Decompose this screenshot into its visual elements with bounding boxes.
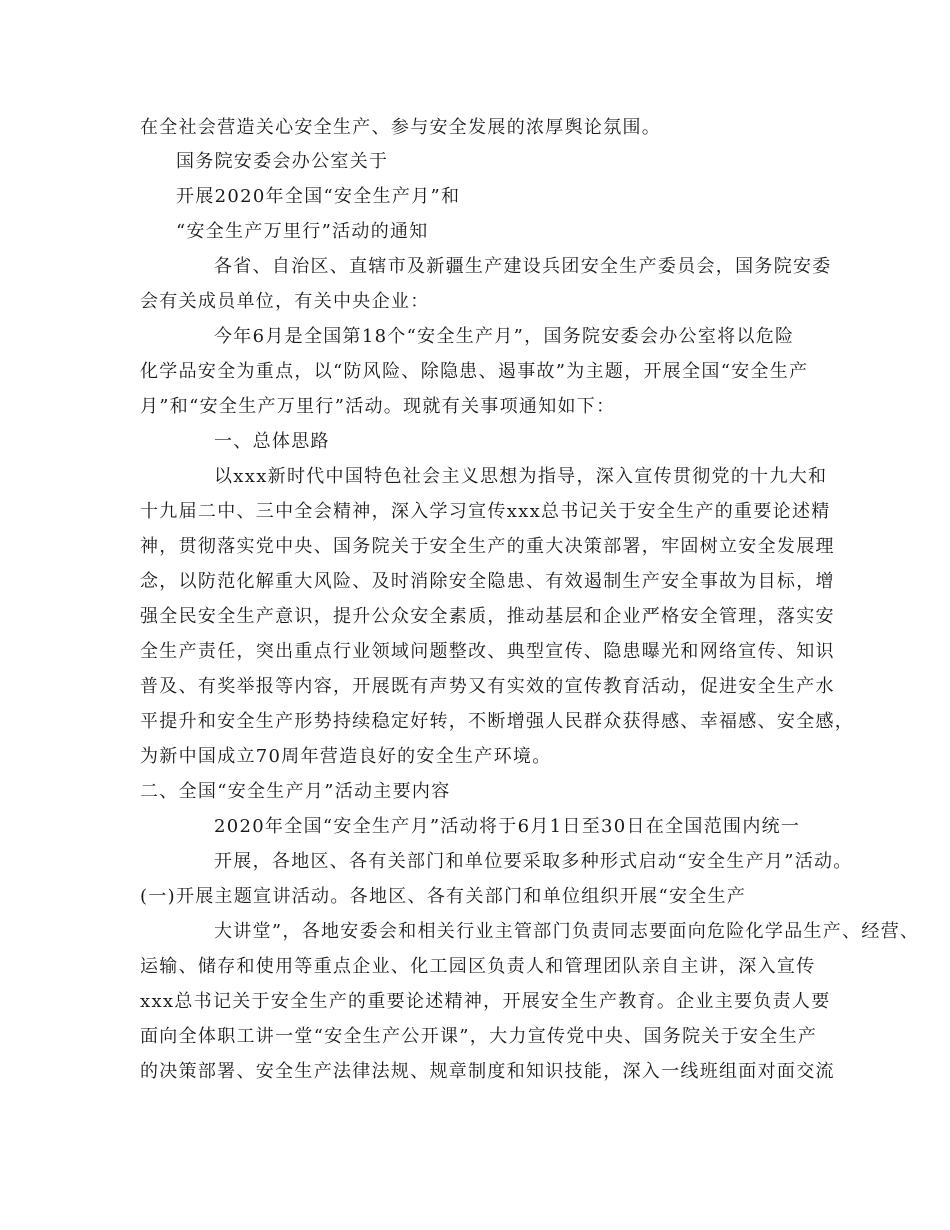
text-line: (一)开展主题宣讲活动。各地区、各有关部门和单位组织开展“安全生产 [140,886,747,907]
text-line: 运输、储存和使用等重点企业、化工园区负责人和管理团队亲自主讲，深入宣传 [140,956,816,977]
text-line: 为新中国成立70周年营造良好的安全生产环境。 [140,746,552,767]
text-line: 十九届二中、三中全会精神，深入学习宣传xxx总书记关于安全生产的重要论述精 [140,501,831,522]
text-line: xxx总书记关于安全生产的重要论述精神，开展安全生产教育。企业主要负责人要 [140,991,831,1012]
text-line: 今年6月是全国第18个“安全生产月”，国务院安委会办公室将以危险 [214,326,795,347]
notice-title-line-2: 开展2020年全国“安全生产月”和 [176,186,461,207]
text-line: 2020年全国“安全生产月”活动将于6月1日至30日在全国范围内统一 [214,816,801,837]
text-line: 大讲堂”，各地安委会和相关行业主管部门负责同志要面向危险化学品生产、经营、 [214,921,920,942]
text-line: 开展，各地区、各有关部门和单位要采取多种形式启动“安全生产月”活动。 [214,851,853,872]
text-line: 在全社会营造关心安全生产、参与安全发展的浓厚舆论氛围。 [140,117,662,138]
section-heading-1: 一、总体思路 [214,431,330,452]
text-line: 强全民安全生产意识，提升公众安全素质，推动基层和企业严格安全管理，落实安 [140,606,835,627]
text-line: 神，贯彻落实党中央、国务院关于安全生产的重大决策部署，牢固树立安全发展理 [140,536,835,557]
text-line: 的决策部署、安全生产法律法规、规章制度和知识技能，深入一线班组面对面交流 [140,1061,835,1082]
notice-title-line-3: “安全生产万里行”活动的通知 [176,221,429,242]
notice-title-line-1: 国务院安委会办公室关于 [176,151,389,172]
text-line: 面向全体职工讲一堂“安全生产公开课”，大力宣传党中央、国务院关于安全生产 [140,1026,818,1047]
text-line: 念，以防范化解重大风险、及时消除安全隐患、有效遏制生产安全事故为目标，增 [140,571,835,592]
text-line: 以xxx新时代中国特色社会主义思想为指导，深入宣传贯彻党的十九大和 [214,466,828,487]
text-line: 化学品安全为重点，以“防风险、除隐患、遏事故”为主题，开展全国“安全生产 [140,361,809,382]
addressee-line: 会有关成员单位，有关中央企业： [140,291,430,312]
text-line: 全生产责任，突出重点行业领域问题整改、典型宣传、隐患曝光和网络宣传、知识 [140,641,835,662]
text-line: 月”和“安全生产万里行”活动。现就有关事项通知如下： [140,396,616,417]
addressee-line: 各省、自治区、直辖市及新疆生产建设兵团安全生产委员会，国务院安委 [214,256,832,277]
section-heading-2: 二、全国“安全生产月”活动主要内容 [140,781,451,802]
text-line: 平提升和安全生产形势持续稳定好转，不断增强人民群众获得感、幸福感、安全感， [140,711,855,732]
text-line: 普及、有奖举报等内容，开展既有声势又有实效的宣传教育活动，促进安全生产水 [140,676,835,697]
